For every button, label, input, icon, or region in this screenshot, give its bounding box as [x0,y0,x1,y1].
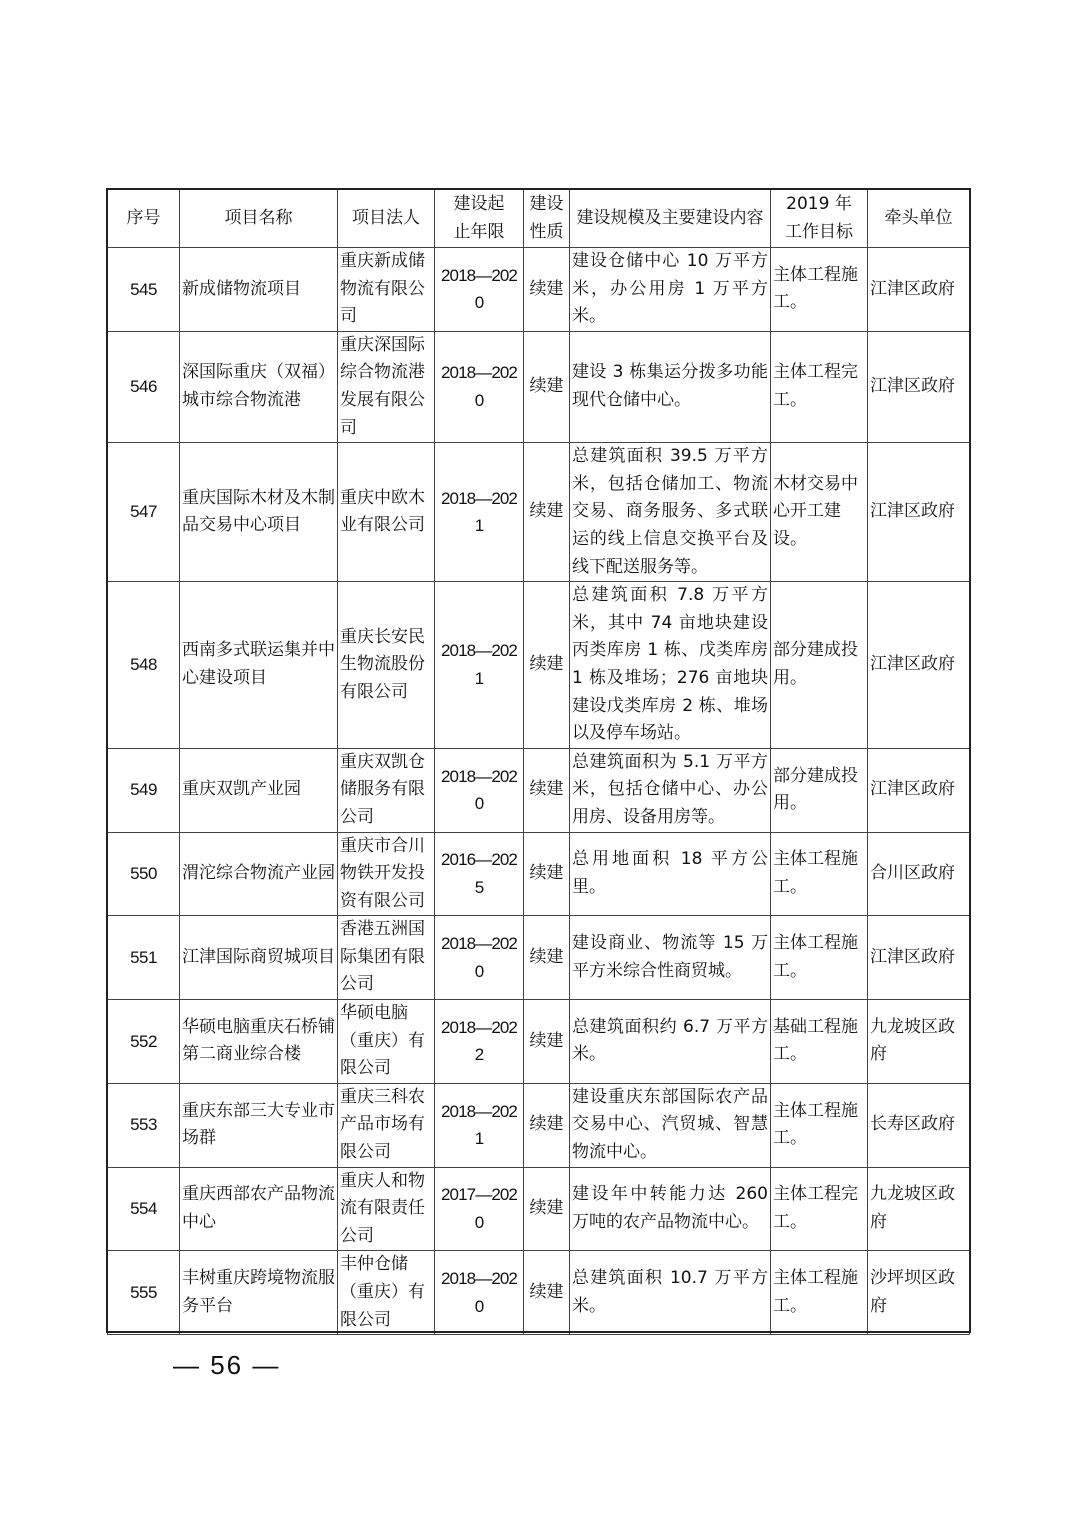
years-cell: 2018—2021 [435,1083,524,1167]
years-cell: 2017—2020 [435,1167,524,1251]
table-row [108,1000,970,1084]
project-name-cell: 重庆国际木材及木制品交易中心项目 [180,443,338,582]
target-cell: 主体工程施工。 [771,1083,868,1167]
legal-entity-cell: 重庆市合川物铁开发投资有限公司 [338,832,435,916]
header-content: 建设规模及主要建设内容 [570,190,771,248]
table-row [108,916,970,1000]
project-name-cell: 深国际重庆（双福）城市综合物流港 [180,331,338,442]
construction-type-cell: 续建 [524,1251,570,1335]
content-cell: 总用地面积 18 平方公里。 [570,832,771,916]
row-number: 554 [108,1167,180,1251]
table-row [108,1083,970,1167]
construction-type-cell: 续建 [524,248,570,332]
construction-type-cell: 续建 [524,748,570,832]
legal-entity-cell: 香港五洲国际集团有限公司 [338,916,435,1000]
content-cell: 建设重庆东部国际农产品交易中心、汽贸城、智慧物流中心。 [570,1083,771,1167]
years-cell: 2018—2021 [435,582,524,749]
legal-entity-cell: 华硕电脑（重庆）有限公司 [338,1000,435,1084]
lead-unit-cell: 江津区政府 [868,748,970,832]
lead-unit-cell: 合川区政府 [868,832,970,916]
construction-type-cell: 续建 [524,1083,570,1167]
legal-entity-cell: 重庆新成储物流有限公司 [338,248,435,332]
row-number: 552 [108,1000,180,1084]
lead-unit-cell: 江津区政府 [868,443,970,582]
content-cell: 总建筑面积 39.5 万平方米，包括仓储加工、物流交易、商务服务、多式联运的线上信息交换平台及线下配送服务等。 [570,443,771,582]
project-name-cell: 西南多式联运集并中心建设项目 [180,582,338,749]
project-name-cell: 重庆双凯产业园 [180,748,338,832]
target-cell: 木材交易中心开工建设。 [771,443,868,582]
content-cell: 建设 3 栋集运分拨多功能现代仓储中心。 [570,331,771,442]
row-number: 555 [108,1251,180,1335]
lead-unit-cell: 九龙坡区政府 [868,1167,970,1251]
target-cell: 主体工程施工。 [771,1251,868,1335]
lead-unit-cell: 江津区政府 [868,916,970,1000]
construction-type-cell: 续建 [524,916,570,1000]
content-cell: 建设仓储中心 10 万平方米，办公用房 1 万平方米。 [570,248,771,332]
lead-unit-cell: 江津区政府 [868,248,970,332]
content-cell: 总建筑面积约 6.7 万平方米。 [570,1000,771,1084]
row-number: 553 [108,1083,180,1167]
lead-unit-cell: 江津区政府 [868,582,970,749]
lead-unit-cell: 沙坪坝区政府 [868,1251,970,1335]
row-number: 545 [108,248,180,332]
target-cell: 部分建成投用。 [771,582,868,749]
legal-entity-cell: 丰仲仓储（重庆）有限公司 [338,1251,435,1335]
table-row [108,1251,970,1335]
legal-entity-cell: 重庆三科农产品市场有限公司 [338,1083,435,1167]
content-cell: 总建筑面积 7.8 万平方米，其中 74 亩地块建设丙类库房 1 栋、戊类库房 1 栋及堆场；276 亩地块建设戊类库房 2 栋、堆场以及停车场站。 [570,582,771,749]
target-cell: 主体工程施工。 [771,916,868,1000]
legal-entity-cell: 重庆深国际综合物流港发展有限公司 [338,331,435,442]
table-row [108,748,970,832]
row-number: 549 [108,748,180,832]
lead-unit-cell: 江津区政府 [868,331,970,442]
table-row [108,443,970,582]
legal-entity-cell: 重庆人和物流有限责任公司 [338,1167,435,1251]
header-row [108,190,970,248]
target-cell: 基础工程施工。 [771,1000,868,1084]
content-cell: 建设年中转能力达 260 万吨的农产品物流中心。 [570,1167,771,1251]
page-number: — 56 — [173,1350,281,1380]
header-legal: 项目法人 [338,190,435,248]
years-cell: 2018—2020 [435,331,524,442]
row-number: 546 [108,331,180,442]
header-target: 2019 年工作目标 [771,190,868,248]
table-row [108,1167,970,1251]
years-cell: 2018—2020 [435,1251,524,1335]
project-name-cell: 江津国际商贸城项目 [180,916,338,1000]
row-number: 551 [108,916,180,1000]
header-years: 建设起止年限 [435,190,524,248]
construction-type-cell: 续建 [524,331,570,442]
table-row [108,331,970,442]
header-name: 项目名称 [180,190,338,248]
legal-entity-cell: 重庆长安民生物流股份有限公司 [338,582,435,749]
project-name-cell: 重庆西部农产品物流中心 [180,1167,338,1251]
construction-type-cell: 续建 [524,443,570,582]
header-lead: 牵头单位 [868,190,970,248]
project-name-cell: 新成储物流项目 [180,248,338,332]
row-number: 547 [108,443,180,582]
years-cell: 2018—2021 [435,443,524,582]
project-name-cell: 渭沱综合物流产业园 [180,832,338,916]
lead-unit-cell: 九龙坡区政府 [868,1000,970,1084]
target-cell: 主体工程完工。 [771,1167,868,1251]
construction-type-cell: 续建 [524,582,570,749]
content-cell: 建设商业、物流等 15 万平方米综合性商贸城。 [570,916,771,1000]
table-body [108,248,970,1335]
table-row [108,248,970,332]
row-number: 548 [108,582,180,749]
years-cell: 2018—2020 [435,248,524,332]
content-cell: 总建筑面积 10.7 万平方米。 [570,1251,771,1335]
table-row [108,582,970,749]
legal-entity-cell: 重庆双凯仓储服务有限公司 [338,748,435,832]
content-cell: 总建筑面积为 5.1 万平方米，包括仓储中心、办公用房、设备用房等。 [570,748,771,832]
target-cell: 主体工程施工。 [771,832,868,916]
table-row [108,832,970,916]
years-cell: 2016—2025 [435,832,524,916]
years-cell: 2018—2022 [435,1000,524,1084]
target-cell: 主体工程完工。 [771,331,868,442]
target-cell: 主体工程施工。 [771,248,868,332]
construction-type-cell: 续建 [524,1000,570,1084]
years-cell: 2018—2020 [435,748,524,832]
years-cell: 2018—2020 [435,916,524,1000]
legal-entity-cell: 重庆中欧木业有限公司 [338,443,435,582]
row-number: 550 [108,832,180,916]
project-name-cell: 重庆东部三大专业市场群 [180,1083,338,1167]
construction-type-cell: 续建 [524,832,570,916]
project-name-cell: 华硕电脑重庆石桥铺第二商业综合楼 [180,1000,338,1084]
project-table [107,189,970,1335]
project-name-cell: 丰树重庆跨境物流服务平台 [180,1251,338,1335]
target-cell: 部分建成投用。 [771,748,868,832]
header-seq: 序号 [108,190,180,248]
lead-unit-cell: 长寿区政府 [868,1083,970,1167]
construction-type-cell: 续建 [524,1167,570,1251]
header-type: 建设性质 [524,190,570,248]
